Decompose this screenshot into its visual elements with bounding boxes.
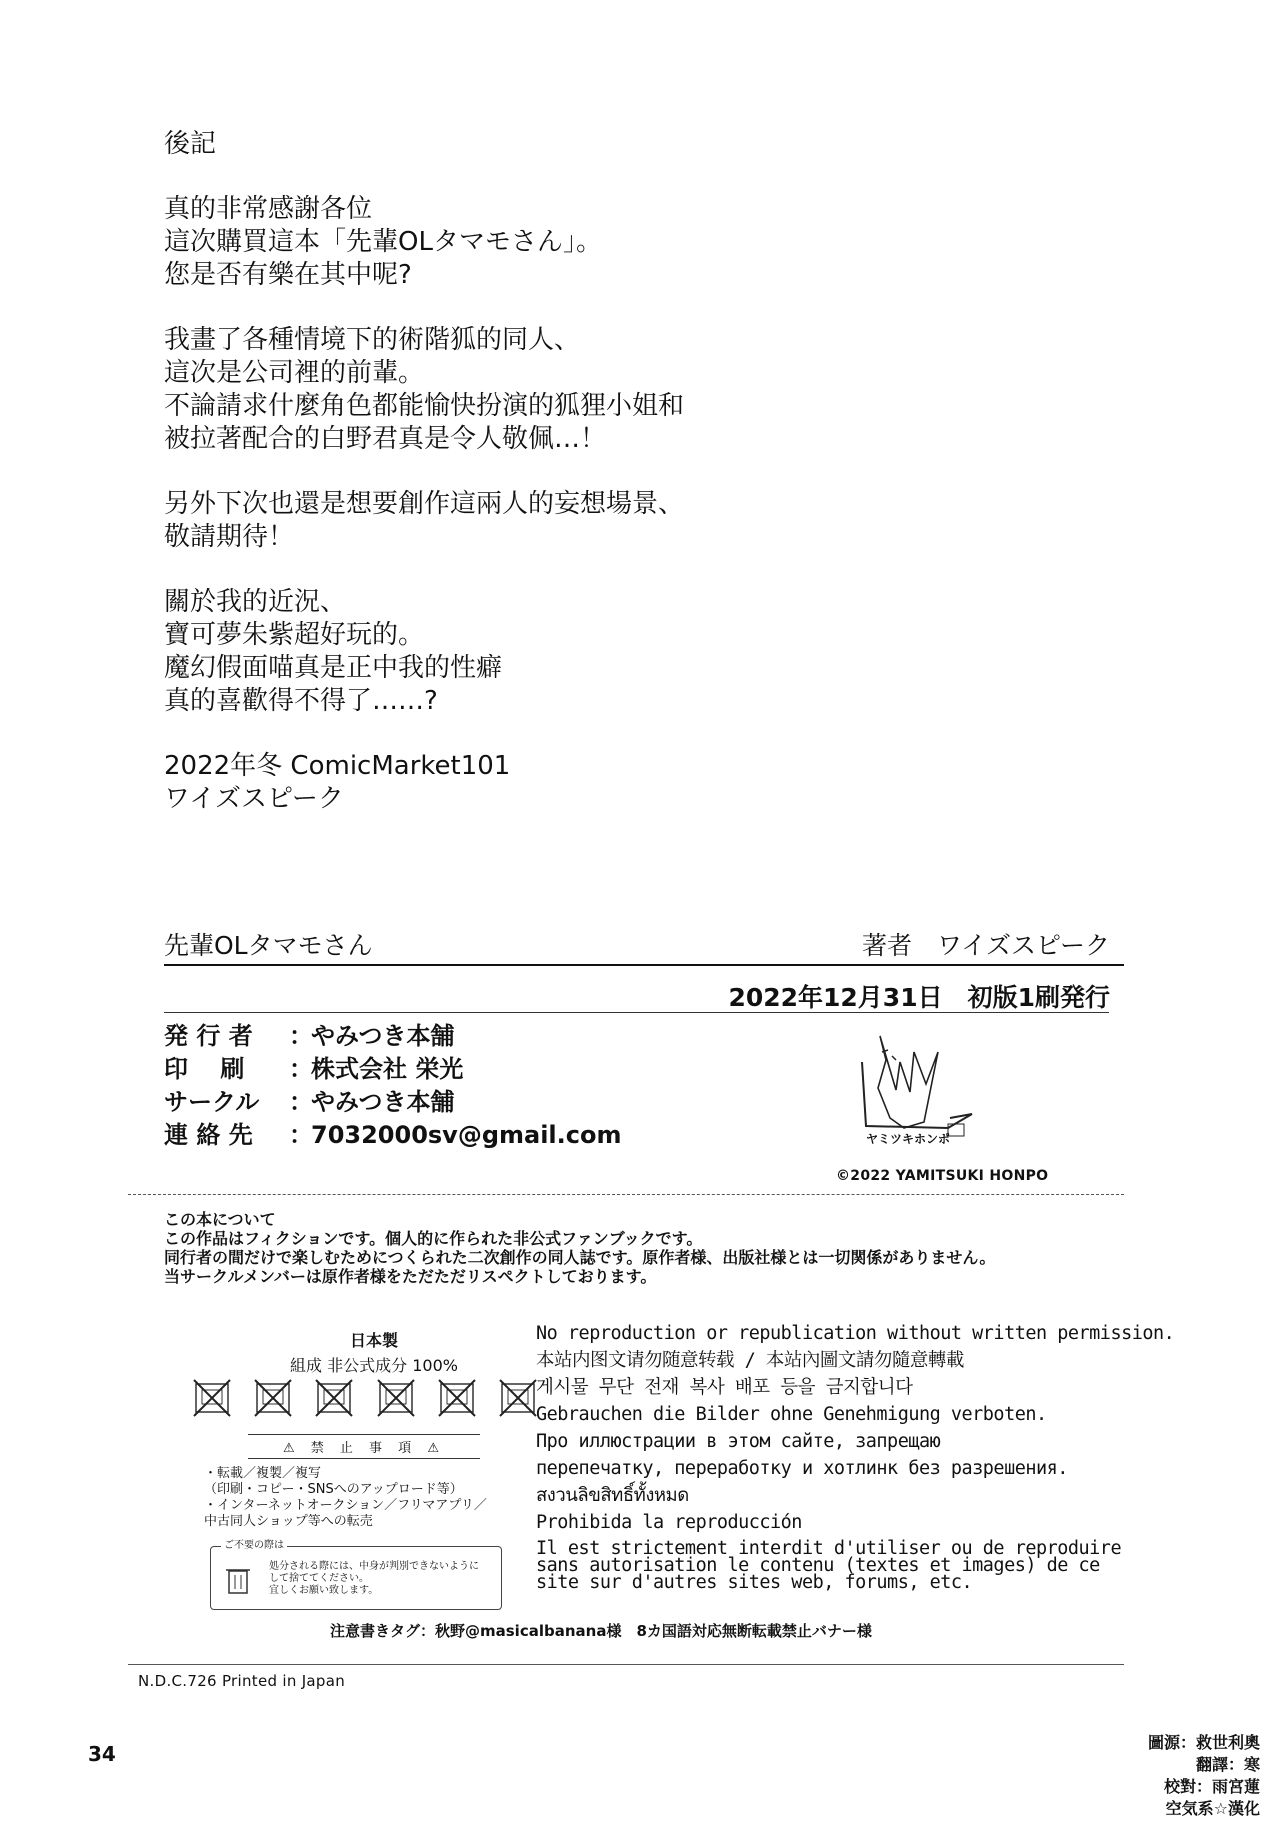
afterword-line: 寶可夢朱紫超好玩的。	[164, 620, 425, 650]
info-value: 7032000sv@gmail.com	[311, 1121, 622, 1149]
notice-line: 게시물 무단 전재 복사 배포 등을 금지합니다	[536, 1377, 913, 1398]
afterword-paragraph	[164, 488, 684, 554]
made-in-label: 日本製	[349, 1331, 398, 1350]
afterword	[164, 128, 684, 848]
credit-line: 空気系☆漢化	[1165, 1799, 1260, 1818]
notice-line: sans autorisation le contenu (textes et images) de ce	[536, 1555, 1100, 1576]
ndc-code: N.D.C.726 Printed in Japan	[138, 1672, 346, 1690]
afterword-paragraph	[164, 750, 684, 816]
info-row	[164, 1086, 622, 1119]
afterword-line: ワイズスピーク	[164, 784, 344, 814]
disposal-line: 処分される際には、中身が判別できないように	[269, 1561, 479, 1572]
afterword-line: 關於我的近況、	[164, 587, 347, 617]
author-credit: 著者 ワイズスピーク	[861, 931, 1110, 960]
credit-line: 圖源：救世利奧	[1147, 1733, 1260, 1752]
disposal-notice	[210, 1540, 502, 1610]
colophon-rule-thick	[164, 964, 1124, 966]
disposal-text	[269, 1561, 479, 1597]
notice-line: Il est strictement interdit d'utiliser ou de reproduire	[536, 1538, 1122, 1559]
about-line: この本について	[164, 1210, 276, 1229]
composition-label: 組成 非公式成分 100%	[290, 1356, 458, 1375]
about-this-book	[164, 1210, 995, 1286]
afterword-line: 後記	[164, 129, 217, 159]
about-line: この作品はフィクションです。個人的に作られた非公式ファンブックです。	[164, 1229, 703, 1248]
no-mail-icon	[496, 1376, 540, 1420]
banned-item: ・転載／複製／複写	[204, 1466, 322, 1481]
afterword-line: 不論請求什麼角色都能愉快扮演的狐狸小姐和	[164, 391, 685, 421]
afterword-line: 另外下次也還是想要創作這兩人的妄想場景、	[164, 489, 685, 519]
notice-tag-credit: 注意書きタグ：秋野@masicalbanana様 8カ国語対応無断転載禁止バナー様	[330, 1622, 872, 1640]
info-label: 印 刷	[164, 1055, 245, 1083]
no-share-icon	[435, 1376, 479, 1420]
afterword-line: 真的非常感謝各位	[164, 194, 373, 224]
info-separator: ：	[289, 1055, 313, 1083]
page-number: 34	[88, 1742, 116, 1766]
afterword-line: 魔幻假面喵真是正中我的性癖	[164, 653, 503, 683]
notice-line: Gebrauchen die Bilder ohne Genehmigung verboten.	[536, 1404, 1047, 1425]
banned-items-list	[204, 1466, 487, 1530]
banned-item: （印刷・コピー・SNSへのアップロード等）	[204, 1482, 463, 1497]
afterword-paragraph	[164, 193, 684, 292]
bottom-divider	[128, 1664, 1124, 1665]
care-icons	[190, 1376, 540, 1426]
logo-text: ヤミツキホンポ	[866, 1132, 951, 1146]
no-upload-icon	[312, 1376, 356, 1420]
banned-item: ・インターネットオークション／フリマアプリ／	[204, 1498, 487, 1513]
notice-line: 本站内图文请勿随意转载 / 本站內圖文請勿隨意轉載	[536, 1350, 964, 1371]
afterword-line: 敬請期待！	[164, 522, 295, 552]
publication-date: 2022年12月31日 初版1刷発行	[728, 983, 1110, 1012]
afterword-line: 您是否有樂在其中呢?	[164, 260, 412, 290]
credit-line: 翻譯：寒	[1195, 1755, 1260, 1774]
afterword-line: 這次購買這本「先輩OLタマモさん」。	[164, 227, 602, 257]
notice-line: перепечатку, переработку и хотлинк без разрешения.	[536, 1458, 1068, 1479]
no-resale-icon	[374, 1376, 418, 1420]
copyright: ©2022 YAMITSUKI HONPO	[836, 1168, 1049, 1184]
info-value: 株式会社 栄光	[311, 1055, 464, 1083]
about-line: 当サークルメンバーは原作者様をただただリスペクトしております。	[164, 1267, 657, 1286]
notice-line: No reproduction or republication without written permission.	[536, 1323, 1175, 1344]
about-line: 同行者の間だけで楽しむためにつくられた二次創作の同人誌です。原作者様、出版社様とは一切関係がありません。	[164, 1248, 996, 1267]
info-value: やみつき本舗	[311, 1088, 455, 1116]
info-row	[164, 1020, 622, 1053]
afterword-line: 真的喜歡得不得了……?	[164, 686, 438, 716]
info-label: 発 行 者	[164, 1022, 253, 1050]
notice-line: Prohibida la reproducción	[536, 1512, 802, 1533]
info-row	[164, 1119, 622, 1152]
afterword-paragraph	[164, 586, 684, 718]
banned-item: 中古同人ショップ等への転売	[204, 1514, 373, 1529]
dashed-divider	[128, 1194, 1124, 1195]
info-separator: ：	[289, 1022, 313, 1050]
notice-line: Про иллюстрации в этом сайте, запрещаю	[536, 1431, 941, 1452]
disposal-line: して捨ててください。	[269, 1573, 369, 1584]
info-row	[164, 1053, 622, 1086]
translation-credits	[1148, 1732, 1260, 1820]
fox-logo-icon	[852, 1032, 992, 1152]
no-copy-icon	[190, 1376, 234, 1420]
no-reproduction-notice	[536, 1320, 1174, 1591]
notice-french	[536, 1540, 1174, 1591]
notice-line: สงวนลิขสิทธิ์ทั้งหมด	[536, 1485, 689, 1506]
disposal-title: ご不要の際は	[221, 1540, 287, 1552]
info-value: やみつき本舗	[311, 1022, 455, 1050]
banned-items-header: ⚠ 禁 止 事 項 ⚠	[248, 1434, 480, 1459]
afterword-paragraph	[164, 324, 684, 456]
afterword-line: 2022年冬 ComicMarket101	[164, 751, 511, 781]
care-tag-header	[204, 1328, 544, 1376]
info-label: サークル	[164, 1088, 260, 1116]
notice-line: site sur d'autres sites web, forums, etc.	[536, 1572, 973, 1593]
publisher-info	[164, 1020, 622, 1152]
afterword-line: 我畫了各種情境下的術階狐的同人、	[164, 325, 581, 355]
afterword-line: 被拉著配合的白野君真是令人敬佩…！	[164, 424, 607, 454]
colophon-rule-thin	[164, 1012, 1109, 1013]
info-separator: ：	[289, 1088, 313, 1116]
no-scan-icon	[251, 1376, 295, 1420]
info-separator: ：	[289, 1121, 313, 1149]
book-title: 先輩OLタマモさん	[164, 931, 373, 960]
afterword-line: 這次是公司裡的前輩。	[164, 358, 425, 388]
credit-line: 校對：雨宮蓮	[1163, 1777, 1260, 1796]
colophon-title-row	[164, 926, 1124, 962]
afterword-paragraph	[164, 128, 684, 161]
info-label: 連 絡 先	[164, 1121, 253, 1149]
disposal-line: 宜しくお願い致します。	[269, 1585, 379, 1596]
trash-bin-icon	[225, 1565, 251, 1595]
